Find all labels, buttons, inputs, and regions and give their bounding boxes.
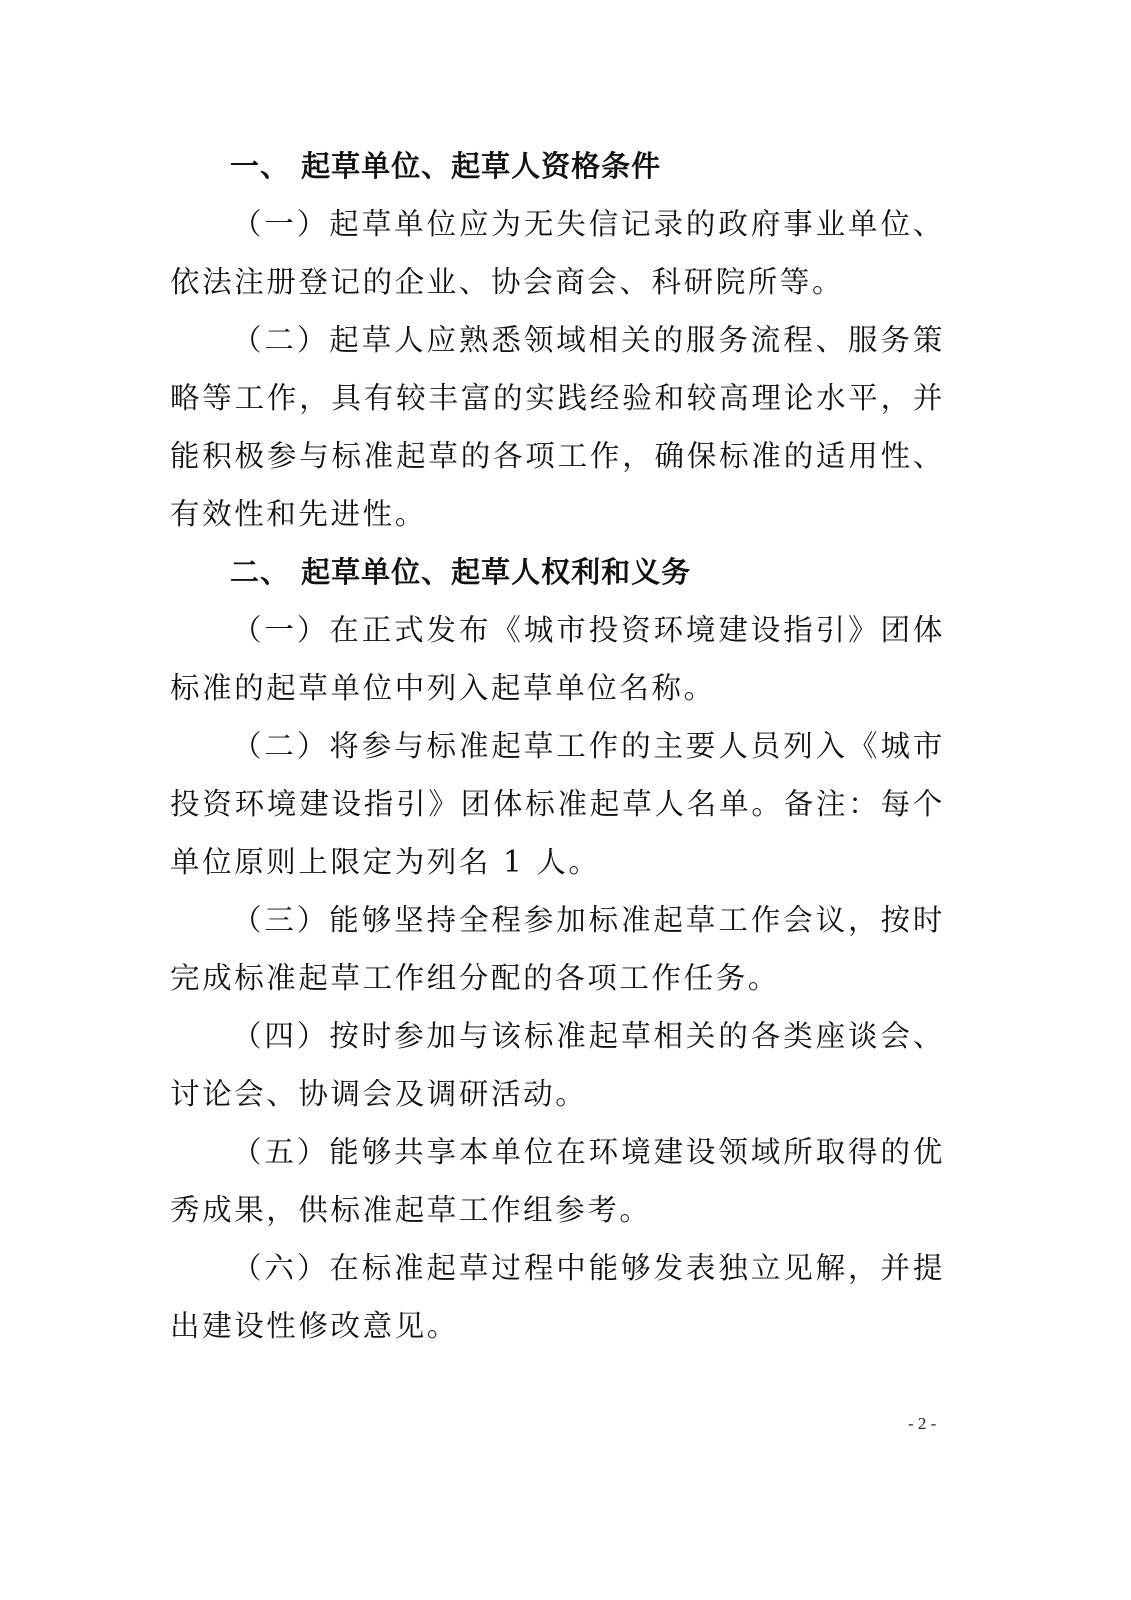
paragraph-duty-meetings: （三）能够坚持全程参加标准起草工作会议，按时完成标准起草工作组分配的各项工作任务。 — [170, 903, 945, 995]
document-body — [170, 137, 945, 1355]
section-heading-rights-duties: 二、 起草单位、起草人权利和义务 — [230, 555, 692, 589]
paragraph-duty-share-results: （五）能够共享本单位在环境建设领域所取得的优秀成果，供标准起草工作组参考。 — [170, 1135, 945, 1227]
paragraph-right-drafter-listing: （二）将参与标准起草工作的主要人员列入《城市投资环境建设指引》团体标准起草人名单。备注：每个单位原则上限定为列名 1 人。 — [170, 729, 945, 879]
paragraph-drafter-qualification: （二）起草人应熟悉领域相关的服务流程、服务策略等工作，具有较丰富的实践经验和较高理论水平，并能积极参与标准起草的各项工作，确保标准的适用性、有效性和先进性。 — [170, 323, 945, 531]
section-heading-qualifications: 一、 起草单位、起草人资格条件 — [230, 149, 662, 183]
paragraph-duty-opinions: （六）在标准起草过程中能够发表独立见解，并提出建设性修改意见。 — [170, 1251, 945, 1343]
paragraph-unit-qualification: （一）起草单位应为无失信记录的政府事业单位、依法注册登记的企业、协会商会、科研院所等。 — [170, 207, 945, 299]
paragraph-duty-seminars: （四）按时参加与该标准起草相关的各类座谈会、讨论会、协调会及调研活动。 — [170, 1019, 945, 1111]
page-number: - 2 - — [908, 1414, 937, 1433]
paragraph-right-unit-listing: （一）在正式发布《城市投资环境建设指引》团体标准的起草单位中列入起草单位名称。 — [170, 613, 945, 705]
